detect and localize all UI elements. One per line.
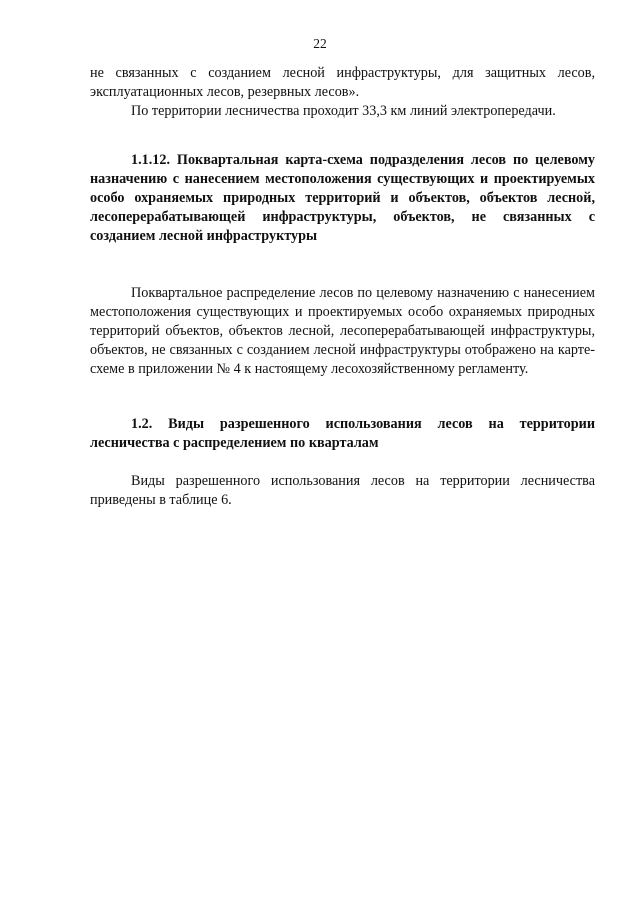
page-number: 22: [313, 36, 327, 51]
spacer: [90, 379, 595, 415]
spacer: [90, 453, 595, 472]
power-lines-paragraph: По территории лесничества проходит 33,3 км линий электропередачи.: [131, 103, 556, 119]
spacer: [90, 121, 595, 151]
section-heading-1-2: 1.2. Виды разрешенного использования лесов на территории лесничества с распределением по кварталам: [90, 416, 595, 451]
distribution-paragraph: Поквартальное распределение лесов по целевому назначению с нанесением местоположения существующих и проектируемых особо охраняемых природных территорий объектов, объектов лесной, лесоперерабатывающей инфраструктуры, объектов, не связанных с созданием лесной инфраструктуры отображено на карте-схеме в приложении № 4 к настоящему лесохозяйственному регламенту.: [90, 285, 595, 377]
spacer: [90, 246, 595, 284]
section-heading-1-1-12: 1.1.12. Поквартальная карта-схема подразделения лесов по целевому назначению с нанесением местоположения существующих и проектируемых особо охраняемых природных территорий и объектов, объектов лесной, лесоперерабатывающей инфраструктуры, объектов, не связанных с созданием лесной инфраструктуры: [90, 152, 595, 244]
uses-paragraph: Виды разрешенного использования лесов на территории лесничества приведены в таблице 6.: [90, 473, 595, 508]
continuation-paragraph: не связанных с созданием лесной инфраструктуры, для защитных лесов, эксплуатационных лесов, резервных лесов».: [90, 65, 595, 100]
page-content: [90, 64, 595, 510]
